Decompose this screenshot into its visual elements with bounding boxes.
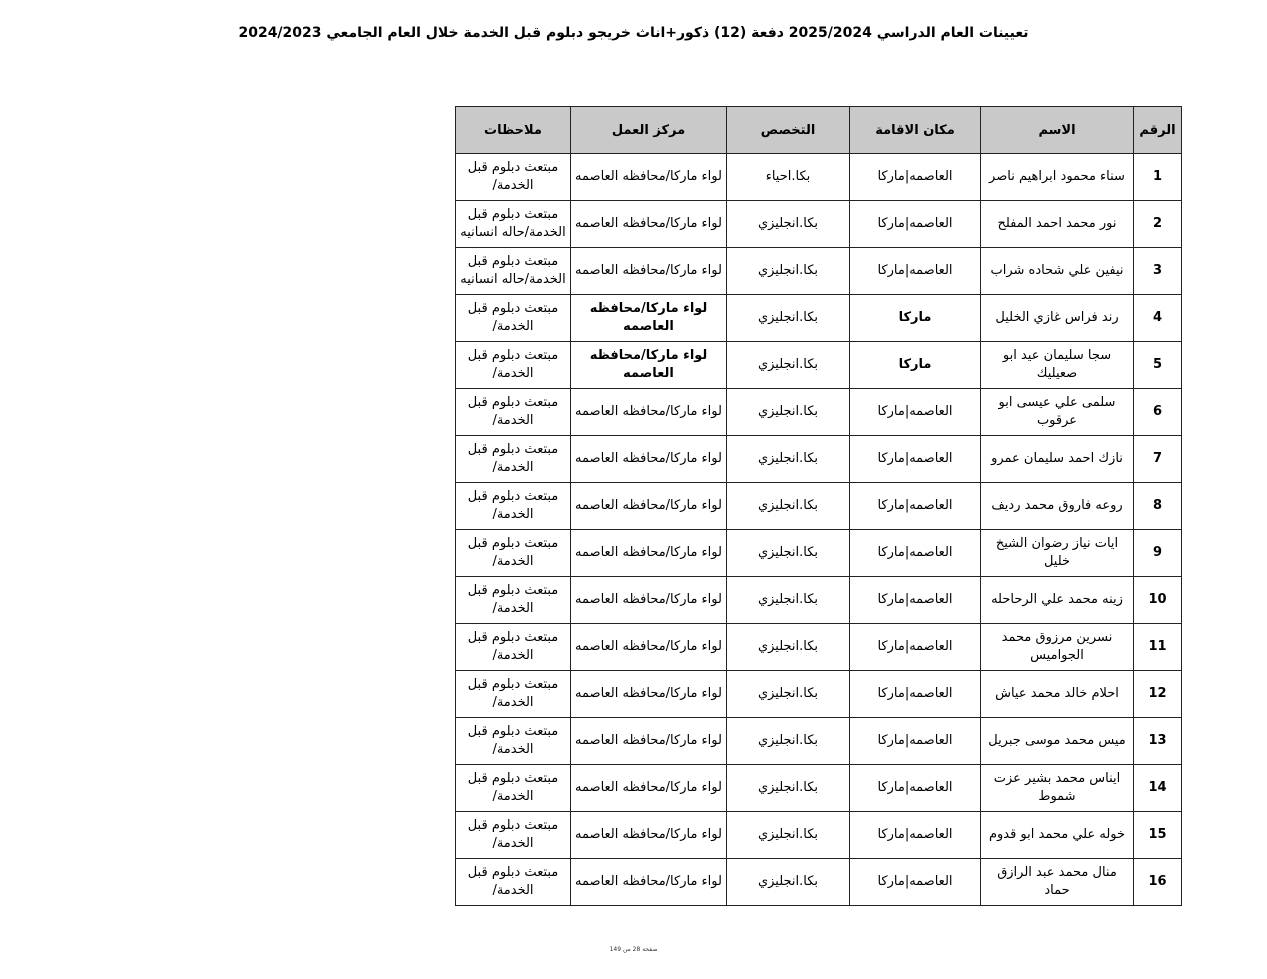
- header-workplace: مركز العمل: [571, 107, 727, 154]
- cell-residence: العاصمه|ماركا: [850, 624, 981, 671]
- cell-specialty: بكا.انجليزي: [727, 342, 850, 389]
- cell-notes: مبتعث دبلوم قبل الخدمة/حاله انسانيه: [456, 248, 571, 295]
- cell-notes: مبتعث دبلوم قبل الخدمة/: [456, 859, 571, 906]
- cell-name: ايات نياز رضوان الشيخ خليل: [981, 530, 1134, 577]
- cell-workplace: لواء ماركا/محافظه العاصمه: [571, 671, 727, 718]
- cell-residence: العاصمه|ماركا: [850, 765, 981, 812]
- cell-workplace: لواء ماركا/محافظه العاصمه: [571, 389, 727, 436]
- table-row: [456, 718, 1182, 765]
- cell-specialty: بكا.انجليزي: [727, 389, 850, 436]
- table-row: [456, 295, 1182, 342]
- cell-number: 11: [1134, 624, 1182, 671]
- cell-residence: العاصمه|ماركا: [850, 483, 981, 530]
- cell-number: 6: [1134, 389, 1182, 436]
- table-body: [456, 154, 1182, 906]
- table-row: [456, 530, 1182, 577]
- cell-notes: مبتعث دبلوم قبل الخدمة/: [456, 577, 571, 624]
- cell-number: 1: [1134, 154, 1182, 201]
- page-footer: صفحة 28 من 149: [609, 946, 658, 953]
- cell-name: رند فراس غازي الخليل: [981, 295, 1134, 342]
- cell-residence: العاصمه|ماركا: [850, 812, 981, 859]
- cell-number: 7: [1134, 436, 1182, 483]
- header-number: الرقم: [1134, 107, 1182, 154]
- cell-notes: مبتعث دبلوم قبل الخدمة/: [456, 436, 571, 483]
- cell-notes: مبتعث دبلوم قبل الخدمة/حاله انسانيه: [456, 201, 571, 248]
- table-row: [456, 201, 1182, 248]
- cell-residence: العاصمه|ماركا: [850, 436, 981, 483]
- cell-notes: مبتعث دبلوم قبل الخدمة/: [456, 812, 571, 859]
- header-notes: ملاحظات: [456, 107, 571, 154]
- cell-number: 8: [1134, 483, 1182, 530]
- cell-number: 10: [1134, 577, 1182, 624]
- cell-name: نسرين مرزوق محمد الجواميس: [981, 624, 1134, 671]
- table-row: [456, 765, 1182, 812]
- cell-specialty: بكا.انجليزي: [727, 530, 850, 577]
- cell-name: خوله علي محمد ابو قدوم: [981, 812, 1134, 859]
- cell-specialty: بكا.احياء: [727, 154, 850, 201]
- cell-number: 12: [1134, 671, 1182, 718]
- cell-name: احلام خالد محمد عياش: [981, 671, 1134, 718]
- cell-workplace: لواء ماركا/محافظه العاصمه: [571, 342, 727, 389]
- cell-workplace: لواء ماركا/محافظه العاصمه: [571, 248, 727, 295]
- cell-residence: العاصمه|ماركا: [850, 859, 981, 906]
- cell-workplace: لواء ماركا/محافظه العاصمه: [571, 718, 727, 765]
- table-row: [456, 436, 1182, 483]
- table-row: [456, 342, 1182, 389]
- cell-name: ميس محمد موسى جبريل: [981, 718, 1134, 765]
- cell-workplace: لواء ماركا/محافظه العاصمه: [571, 577, 727, 624]
- cell-residence: العاصمه|ماركا: [850, 248, 981, 295]
- cell-specialty: بكا.انجليزي: [727, 201, 850, 248]
- table-row: [456, 859, 1182, 906]
- cell-specialty: بكا.انجليزي: [727, 436, 850, 483]
- cell-notes: مبتعث دبلوم قبل الخدمة/: [456, 483, 571, 530]
- cell-notes: مبتعث دبلوم قبل الخدمة/: [456, 530, 571, 577]
- cell-number: 3: [1134, 248, 1182, 295]
- cell-name: روعه فاروق محمد رديف: [981, 483, 1134, 530]
- cell-workplace: لواء ماركا/محافظه العاصمه: [571, 859, 727, 906]
- table-row: [456, 671, 1182, 718]
- cell-residence: العاصمه|ماركا: [850, 530, 981, 577]
- cell-workplace: لواء ماركا/محافظه العاصمه: [571, 530, 727, 577]
- cell-number: 16: [1134, 859, 1182, 906]
- cell-workplace: لواء ماركا/محافظه العاصمه: [571, 483, 727, 530]
- cell-specialty: بكا.انجليزي: [727, 295, 850, 342]
- table-row: [456, 812, 1182, 859]
- cell-workplace: لواء ماركا/محافظه العاصمه: [571, 765, 727, 812]
- appointments-table: [455, 106, 1182, 906]
- cell-residence: العاصمه|ماركا: [850, 154, 981, 201]
- cell-number: 2: [1134, 201, 1182, 248]
- cell-name: سجا سليمان عيد ابو صعيليك: [981, 342, 1134, 389]
- cell-notes: مبتعث دبلوم قبل الخدمة/: [456, 624, 571, 671]
- cell-number: 4: [1134, 295, 1182, 342]
- cell-residence: العاصمه|ماركا: [850, 389, 981, 436]
- cell-specialty: بكا.انجليزي: [727, 718, 850, 765]
- table-header-row: [456, 107, 1182, 154]
- cell-name: نيفين علي شحاده شراب: [981, 248, 1134, 295]
- header-name: الاسم: [981, 107, 1134, 154]
- cell-notes: مبتعث دبلوم قبل الخدمة/: [456, 295, 571, 342]
- cell-workplace: لواء ماركا/محافظه العاصمه: [571, 624, 727, 671]
- cell-specialty: بكا.انجليزي: [727, 671, 850, 718]
- cell-specialty: بكا.انجليزي: [727, 624, 850, 671]
- cell-number: 9: [1134, 530, 1182, 577]
- document-title: تعيينات العام الدراسي 2025/2024 دفعة (12) ذكور+اناث خريجو دبلوم قبل الخدمة خلال العام الجامعي 2024/2023: [238, 25, 1029, 41]
- cell-name: سناء محمود ابراهيم ناصر: [981, 154, 1134, 201]
- cell-notes: مبتعث دبلوم قبل الخدمة/: [456, 389, 571, 436]
- cell-workplace: لواء ماركا/محافظه العاصمه: [571, 812, 727, 859]
- cell-notes: مبتعث دبلوم قبل الخدمة/: [456, 718, 571, 765]
- cell-workplace: لواء ماركا/محافظه العاصمه: [571, 295, 727, 342]
- table-row: [456, 248, 1182, 295]
- header-specialty: التخصص: [727, 107, 850, 154]
- cell-name: ايناس محمد بشير عزت شموط: [981, 765, 1134, 812]
- cell-specialty: بكا.انجليزي: [727, 248, 850, 295]
- cell-residence: ماركا: [850, 342, 981, 389]
- cell-workplace: لواء ماركا/محافظه العاصمه: [571, 201, 727, 248]
- cell-name: نازك احمد سليمان عمرو: [981, 436, 1134, 483]
- cell-number: 13: [1134, 718, 1182, 765]
- cell-workplace: لواء ماركا/محافظه العاصمه: [571, 436, 727, 483]
- cell-number: 15: [1134, 812, 1182, 859]
- cell-number: 5: [1134, 342, 1182, 389]
- table-row: [456, 389, 1182, 436]
- cell-name: منال محمد عبد الرازق حماد: [981, 859, 1134, 906]
- cell-workplace: لواء ماركا/محافظه العاصمه: [571, 154, 727, 201]
- cell-notes: مبتعث دبلوم قبل الخدمة/: [456, 342, 571, 389]
- cell-notes: مبتعث دبلوم قبل الخدمة/: [456, 671, 571, 718]
- cell-residence: العاصمه|ماركا: [850, 577, 981, 624]
- cell-notes: مبتعث دبلوم قبل الخدمة/: [456, 154, 571, 201]
- cell-notes: مبتعث دبلوم قبل الخدمة/: [456, 765, 571, 812]
- cell-residence: العاصمه|ماركا: [850, 671, 981, 718]
- cell-residence: ماركا: [850, 295, 981, 342]
- cell-name: زينه محمد علي الرحاحله: [981, 577, 1134, 624]
- cell-name: سلمى علي عيسى ابو عرقوب: [981, 389, 1134, 436]
- cell-specialty: بكا.انجليزي: [727, 483, 850, 530]
- cell-specialty: بكا.انجليزي: [727, 859, 850, 906]
- cell-number: 14: [1134, 765, 1182, 812]
- table-row: [456, 154, 1182, 201]
- cell-specialty: بكا.انجليزي: [727, 577, 850, 624]
- table-row: [456, 483, 1182, 530]
- cell-specialty: بكا.انجليزي: [727, 765, 850, 812]
- cell-residence: العاصمه|ماركا: [850, 718, 981, 765]
- cell-specialty: بكا.انجليزي: [727, 812, 850, 859]
- header-residence: مكان الاقامة: [850, 107, 981, 154]
- cell-residence: العاصمه|ماركا: [850, 201, 981, 248]
- table-row: [456, 577, 1182, 624]
- table-row: [456, 624, 1182, 671]
- cell-name: نور محمد احمد المفلح: [981, 201, 1134, 248]
